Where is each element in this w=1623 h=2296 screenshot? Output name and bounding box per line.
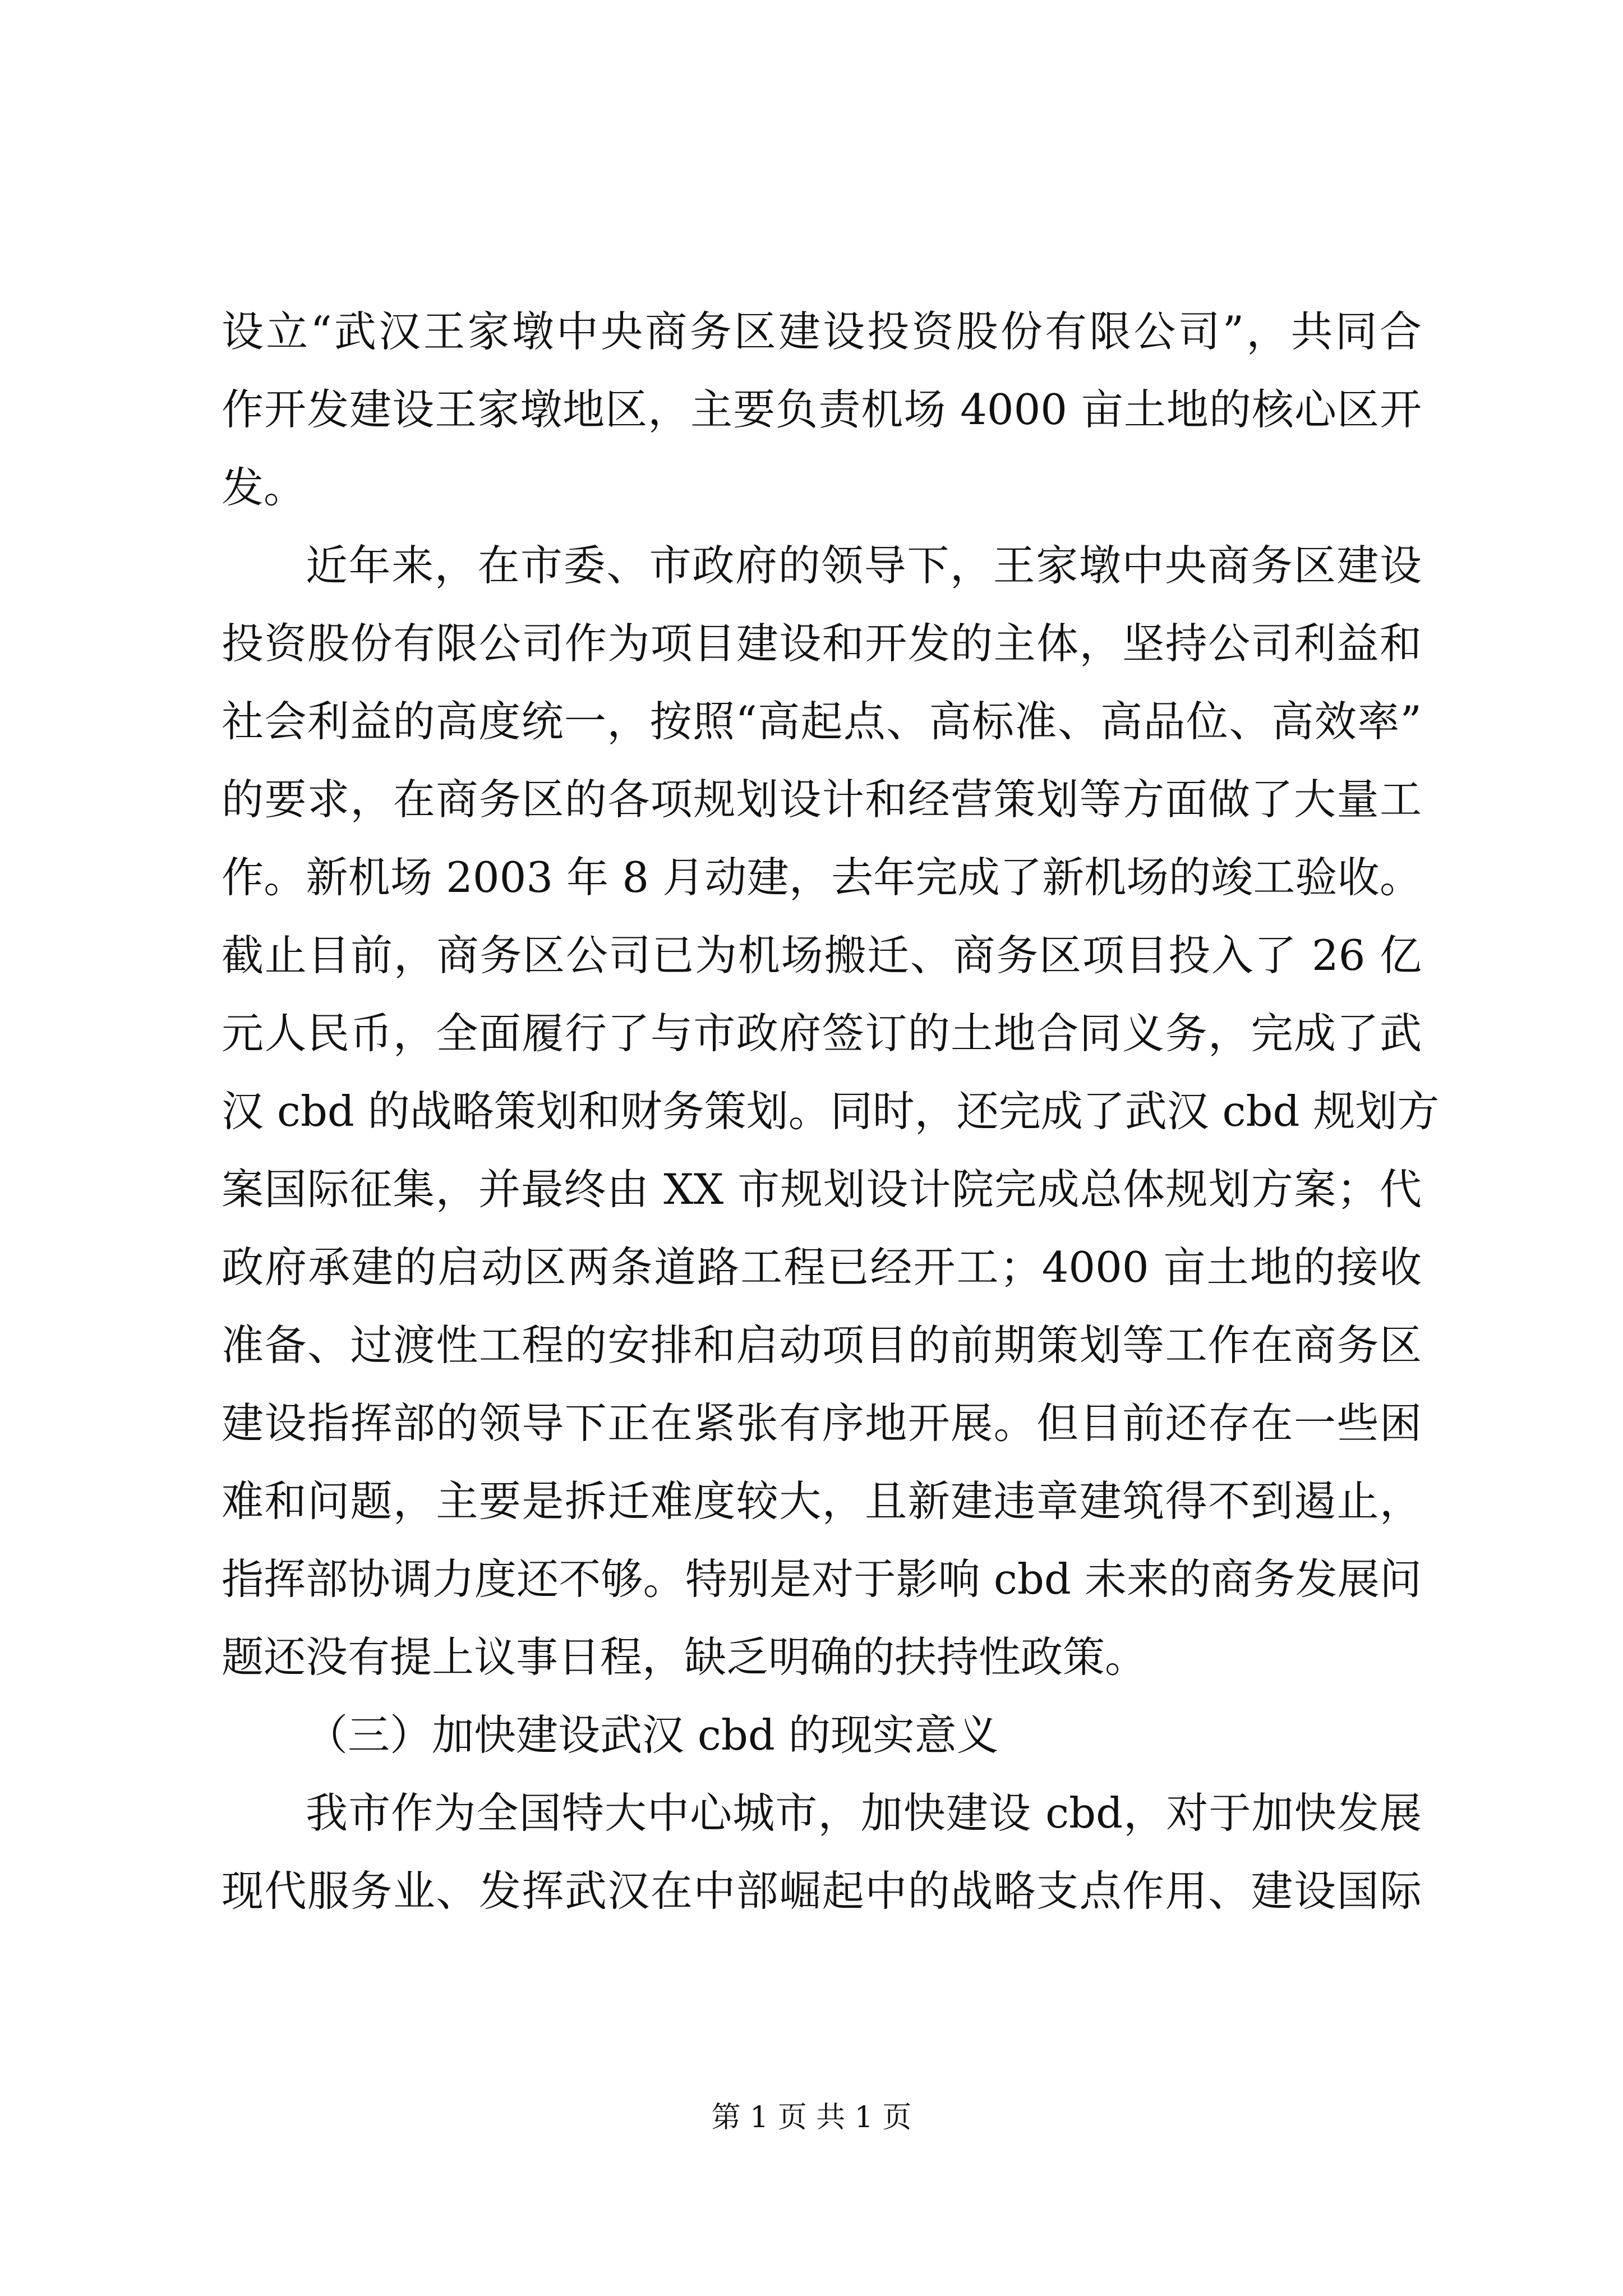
section-heading: （三）加快建设武汉 cbd 的现实意义 (306, 1710, 999, 1760)
text-line: 建设指挥部的领导下正在紧张有序地开展。但目前还存在一些困 (222, 1398, 1422, 1448)
text-line: 的要求，在商务区的各项规划设计和经营策划等方面做了大量工 (222, 775, 1422, 824)
text-line: 准备、过渡性工程的安排和启动项目的前期策划等工作在商务区 (222, 1320, 1422, 1370)
text-line: 难和问题，主要是拆迁难度较大，且新建违章建筑得不到遏止， (222, 1476, 1422, 1526)
text-line: 截止目前，商务区公司已为机场搬迁、商务区项目投入了 26 亿 (222, 931, 1422, 980)
paragraph-first-line: 我市作为全国特大中心城市，加快建设 cbd，对于加快发展 (306, 1788, 1422, 1838)
text-line: 社会利益的高度统一，按照“高起点、高标准、高品位、高效率” (222, 697, 1422, 746)
text-line: 作。新机场 2003 年 8 月动建，去年完成了新机场的竣工验收。 (222, 853, 1422, 902)
page-footer: 第 1 页 共 1 页 (711, 2101, 912, 2134)
text-line: 设立“武汉王家墩中央商务区建设投资股份有限公司”，共同合 (222, 307, 1422, 356)
body-text (222, 293, 1440, 1930)
text-line: 投资股份有限公司作为项目建设和开发的主体，坚持公司利益和 (222, 619, 1422, 668)
text-line: 汉 cbd 的战略策划和财务策划。同时，还完成了武汉 cbd 规划方 (222, 1087, 1440, 1136)
text-line: 政府承建的启动区两条道路工程已经开工；4000 亩土地的接收 (222, 1243, 1422, 1292)
text-line: 案国际征集，并最终由 XX 市规划设计院完成总体规划方案；代 (222, 1165, 1422, 1214)
text-line: 现代服务业、发挥武汉在中部崛起中的战略支点作用、建设国际 (222, 1866, 1422, 1916)
text-line: 题还没有提上议事日程，缺乏明确的扶持性政策。 (222, 1632, 1147, 1682)
text-line: 元人民币，全面履行了与市政府签订的土地合同义务，完成了武 (222, 1009, 1422, 1058)
paragraph-first-line: 近年来，在市委、市政府的领导下，王家墩中央商务区建设 (306, 541, 1422, 590)
text-line: 作开发建设王家墩地区，主要负责机场 4000 亩土地的核心区开 (222, 385, 1422, 434)
text-line: 指挥部协调力度还不够。特别是对于影响 cbd 未来的商务发展问 (222, 1554, 1422, 1604)
text-line: 发。 (222, 463, 306, 512)
